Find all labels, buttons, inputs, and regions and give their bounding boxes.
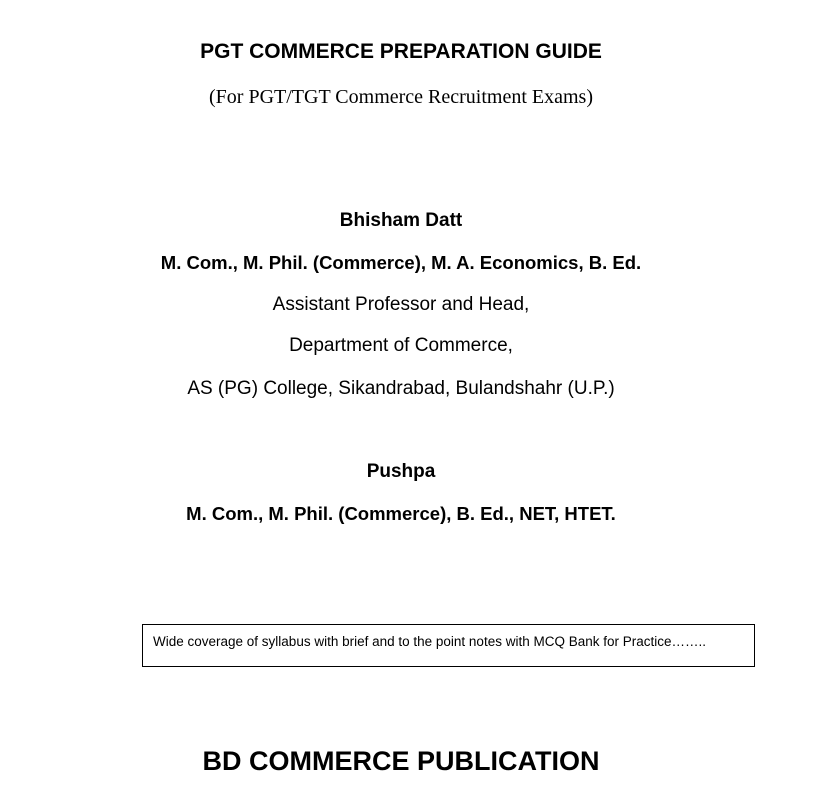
document-subtitle: (For PGT/TGT Commerce Recruitment Exams) <box>209 86 593 108</box>
author-department: Department of Commerce, <box>289 335 513 356</box>
author-designation: Assistant Professor and Head, <box>272 294 530 315</box>
coauthor-name: Pushpa <box>366 461 436 482</box>
tagline-box <box>142 624 755 667</box>
author-qualifications: M. Com., M. Phil. (Commerce), M. A. Economics, B. Ed. <box>160 252 642 273</box>
publisher-name: BD COMMERCE PUBLICATION <box>202 746 600 776</box>
document-title: PGT COMMERCE PREPARATION GUIDE <box>200 40 602 63</box>
author-name: Bhisham Datt <box>339 210 463 231</box>
tagline-text: Wide coverage of syllabus with brief and to the point notes with MCQ Bank for Practice…….. <box>153 634 706 649</box>
author-institution: AS (PG) College, Sikandrabad, Bulandshahr (U.P.) <box>187 378 615 399</box>
coauthor-qualifications: M. Com., M. Phil. (Commerce), B. Ed., NET, HTET. <box>186 503 616 524</box>
